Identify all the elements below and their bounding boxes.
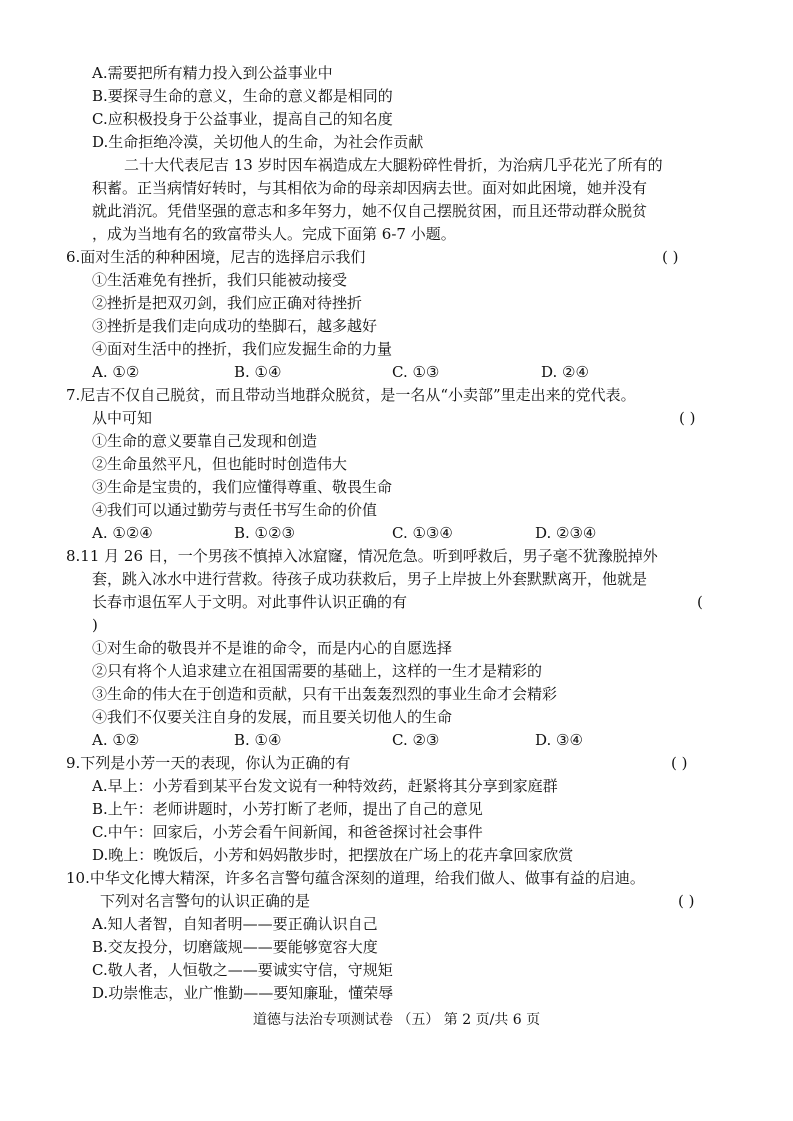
q8-statement: ④我们不仅要关注自身的发展，而且要关切他人的生命: [92, 708, 453, 726]
q9-option-d: D.晚上：晚饭后，小芳和妈妈散步时，把摆放在广场上的花卉拿回家欣赏: [92, 846, 574, 864]
q6-statement: ④面对生活中的挫折，我们应发掘生命的力量: [92, 340, 393, 358]
q7-statement: ②生命虽然平凡，但也能时时创造伟大: [92, 455, 348, 473]
q10-option-c: C.敬人者，人恒敬之——要诚实守信，守规矩: [92, 961, 393, 979]
q6-choice-a: A. ①②: [92, 363, 140, 381]
q8-answer-paren-close: ): [92, 616, 98, 634]
q6-stem: 6.面对生活的种种困境，尼吉的选择启示我们: [66, 248, 366, 266]
q7-choice-b: B. ①②③: [234, 524, 295, 542]
q10-stem: 10.中华文化博大精深，许多名言警句蕴含深刻的道理，给我们做人、做事有益的启迪。: [66, 869, 645, 887]
passage-line: 二十大代表尼吉 13 岁时因车祸造成左大腿粉碎性骨折，为治病几乎花光了所有的: [124, 156, 663, 174]
passage-line: 积蓄。正当病情好转时，与其相依为命的母亲却因病去世。面对如此困境，她并没有: [92, 179, 648, 197]
q7-statement: ④我们可以通过勤劳与责任书写生命的价值: [92, 501, 378, 519]
q9-option-a: A.早上：小芳看到某平台发文说有一种特效药，赶紧将其分享到家庭群: [92, 777, 558, 795]
q8-stem: 8.11 月 26 日，一个男孩不慎掉入冰窟窿，情况危急。听到呼救后，男子毫不犹豫脱掉外: [66, 547, 658, 565]
q6-answer-paren: ( ): [662, 248, 679, 266]
q5-option-c: C.应积极投身于公益事业，提高自己的知名度: [92, 110, 393, 128]
page-footer: 道德与法治专项测试卷 （五） 第 2 页/共 6 页: [252, 1012, 541, 1028]
q10-option-a: A.知人者智，自知者明——要正确认识自己: [92, 915, 378, 933]
q9-answer-paren: ( ): [671, 754, 688, 772]
q10-stem: 下列对名言警句的认识正确的是: [100, 892, 311, 910]
q6-statement: ②挫折是把双刃剑，我们应正确对待挫折: [92, 294, 363, 312]
q6-choice-c: C. ①③: [392, 363, 440, 381]
q8-stem: 套，跳入冰水中进行营救。待孩子成功获救后，男子上岸披上外套默默离开，他就是: [92, 570, 648, 588]
q5-option-b: B.要探寻生命的意义，生命的意义都是相同的: [92, 87, 393, 105]
q8-statement: ②只有将个人追求建立在祖国需要的基础上，这样的一生才是精彩的: [92, 662, 543, 680]
q8-choice-a: A. ①②: [92, 731, 140, 749]
q10-option-d: D.功崇惟志，业广惟勤——要知廉耻，懂荣辱: [92, 984, 394, 1002]
q8-stem: 长春市退伍军人于文明。对此事件认识正确的有: [92, 593, 408, 611]
q10-answer-paren: ( ): [678, 892, 695, 910]
q5-option-d: D.生命拒绝冷漠，关切他人的生命，为社会作贡献: [92, 133, 424, 151]
q8-answer-paren-open: (: [697, 593, 703, 611]
q7-answer-paren: ( ): [679, 409, 696, 427]
q7-stem: 7.尼吉不仅自己脱贫，而且带动当地群众脱贫，是一名从“小卖部”里走出来的党代表。: [66, 386, 636, 404]
q8-choice-d: D. ③④: [535, 731, 583, 749]
q6-choice-b: B. ①④: [234, 363, 282, 381]
q6-statement: ③挫折是我们走向成功的垫脚石，越多越好: [92, 317, 378, 335]
q8-choice-c: C. ②③: [392, 731, 440, 749]
q5-option-a: A.需要把所有精力投入到公益事业中: [92, 64, 333, 82]
q9-option-c: C.中午：回家后，小芳会看午间新闻，和爸爸探讨社会事件: [92, 823, 483, 841]
passage-line: ，成为当地有名的致富带头人。完成下面第 6-7 小题。: [92, 225, 456, 243]
q7-choice-a: A. ①②④: [92, 524, 153, 542]
q8-statement: ③生命的伟大在于创造和贡献，只有干出轰轰烈烈的事业生命才会精彩: [92, 685, 558, 703]
q7-choice-c: C. ①③④: [392, 524, 453, 542]
q6-choice-d: D. ②④: [541, 363, 589, 381]
q10-option-b: B.交友投分，切磨箴规——要能够宽容大度: [92, 938, 378, 956]
q6-statement: ①生活难免有挫折，我们只能被动接受: [92, 271, 348, 289]
q7-stem: 从中可知: [92, 409, 153, 427]
q7-choice-d: D. ②③④: [535, 524, 597, 542]
q7-statement: ①生命的意义要靠自己发现和创造: [92, 432, 318, 450]
q9-stem: 9.下列是小芳一天的表现，你认为正确的有: [66, 754, 351, 772]
q9-option-b: B.上午：老师讲题时，小芳打断了老师，提出了自己的意见: [92, 800, 483, 818]
passage-line: 就此消沉。凭借坚强的意志和多年努力，她不仅自己摆脱贫困，而且还带动群众脱贫: [92, 202, 648, 220]
q8-statement: ①对生命的敬畏并不是谁的命令，而是内心的自愿选择: [92, 639, 453, 657]
q8-choice-b: B. ①④: [234, 731, 282, 749]
q7-statement: ③生命是宝贵的，我们应懂得尊重、敬畏生命: [92, 478, 393, 496]
